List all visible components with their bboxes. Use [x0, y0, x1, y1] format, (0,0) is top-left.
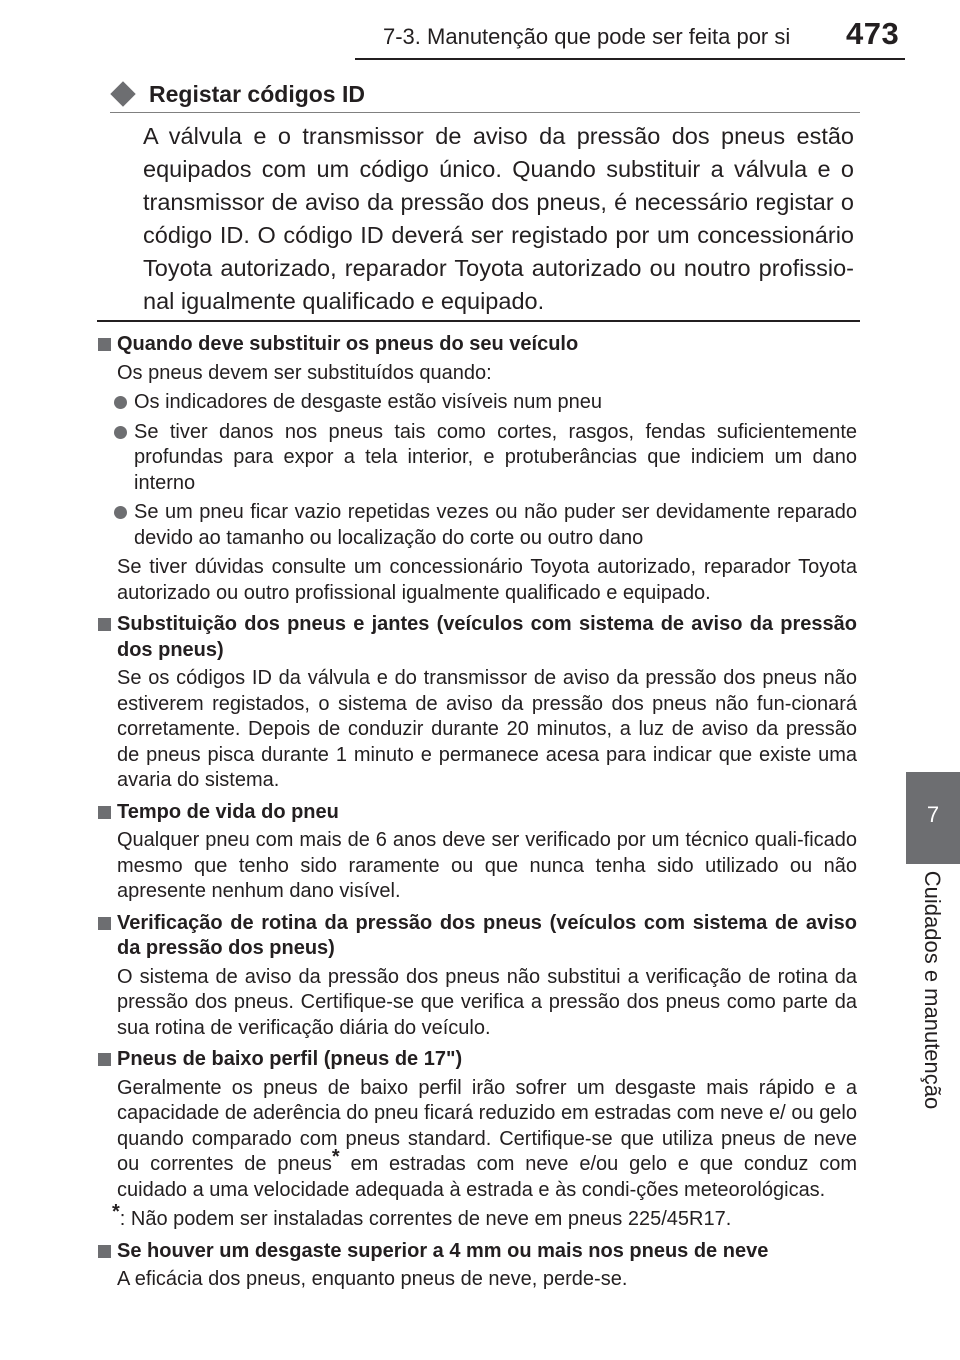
note-heading-text: Tempo de vida do pneu: [117, 800, 339, 823]
note-snow-tire-wear: [97, 1239, 857, 1293]
note-low-profile-tires: [97, 1047, 857, 1233]
note-heading: [97, 800, 857, 826]
header-divider: [355, 58, 905, 60]
bullet-list: [97, 390, 857, 551]
note-body: Se os códigos ID da válvula e do transmissor de aviso da pressão dos pneus não estiverem registados, o sistema de aviso da pressão dos pneus não fun-cionará corretamente. Depois de conduzir durante 20 minutos, a luz de aviso da pressão de pneus pisca durante 1 minuto e permanece acesa para indicar que existe uma avaria do sistema.: [117, 667, 857, 791]
note-heading-text: Pneus de baixo perfil (pneus de 17"): [117, 1048, 463, 1070]
square-bullet-icon: [98, 618, 111, 631]
section-heading-divider: [110, 112, 860, 113]
note-replace-tires: [97, 332, 857, 606]
note-heading: [97, 1239, 857, 1265]
note-body-text: em estradas com neve e/ou gelo e que conduz com cuidado a uma velocidade adequada à estrada e às condi-ções meteorológicas.: [117, 1153, 857, 1201]
note-heading: [97, 1047, 857, 1073]
note-replace-rims: [97, 612, 857, 794]
list-item-text: Os indicadores de desgaste estão visíveis num pneu: [134, 391, 603, 413]
chapter-tab-label: Cuidados e manutenção: [920, 870, 945, 1110]
note-heading: [97, 612, 857, 663]
notes-list: [97, 332, 857, 1299]
page-header: [0, 0, 960, 62]
square-bullet-icon: [98, 917, 111, 930]
note-heading-text: Quando deve substituir os pneus do seu veículo: [117, 333, 579, 355]
note-body: Se tiver dúvidas consulte um concessionário Toyota autorizado, reparador Toyota autorizado ou outro profissional igualmente qualificado e equipado.: [117, 556, 857, 604]
note-body: O sistema de aviso da pressão dos pneus não substitui a verificação de rotina da pressão dos pneus. Certifique-se que verifica a pressão dos pneus como parte da sua rotina de verificação diária do veículo.: [117, 965, 857, 1039]
section-reference: 7-3. Manutenção que pode ser feita por si: [383, 24, 791, 49]
list-item: [97, 390, 857, 416]
circle-bullet-icon: [114, 396, 127, 409]
section-heading-text: Registar códigos ID: [149, 80, 365, 107]
note-heading-text: Verificação de rotina da pressão dos pneus (veículos com sistema de aviso da pressão dos pneus): [117, 911, 857, 959]
note-heading-text: Se houver um desgaste superior a 4 mm ou mais nos pneus de neve: [117, 1239, 769, 1262]
list-item-text: Se tiver danos nos pneus tais como cortes, rasgos, fendas suficientemente profundas para expor a tela interior, e protuberâncias que indiciem um dano interno: [134, 420, 857, 494]
note-body: Os pneus devem ser substituídos quando:: [117, 361, 492, 384]
note-routine-check: [97, 911, 857, 1042]
square-bullet-icon: [98, 1245, 111, 1258]
list-item-text: Se um pneu ficar vazio repetidas vezes ou não puder ser devidamente reparado devido ao tamanho ou localização do corte ou outro dano: [134, 501, 857, 549]
note-body: [97, 1076, 857, 1204]
chapter-tab-number: 7: [926, 802, 940, 827]
circle-bullet-icon: [114, 426, 127, 439]
note-body: Qualquer pneu com mais de 6 anos deve ser verificado por um técnico quali-ficado mesmo que tenho sido raramente ou que nunca tenha sido utilizado ou não apresente nenhum dano visível.: [117, 829, 857, 902]
footnote: [97, 1201, 857, 1233]
square-bullet-icon: [98, 806, 111, 819]
note-heading: [97, 911, 857, 962]
note-tire-lifespan: [97, 800, 857, 905]
section-heading: [108, 78, 860, 110]
notes-divider: [97, 320, 860, 322]
diamond-bullet-icon: [110, 81, 135, 106]
footnote-text: : Não podem ser instaladas correntes de neve em pneus 225/45R17.: [119, 1208, 732, 1230]
list-item: [97, 500, 857, 551]
note-heading-text: Substituição dos pneus e jantes (veículos com sistema de aviso da pressão dos pneus): [117, 613, 857, 661]
footnote-marker: *: [331, 1146, 340, 1168]
note-heading: [97, 332, 857, 358]
section-paragraph: A válvula e o transmissor de aviso da pressão dos pneus estão equipados com um código único. Quando substituir a válvula e o transmissor de aviso da pressão dos pneus, é necessário registar o código ID. O código ID deverá ser registado por um concessionário Toyota autorizado, reparador Toyota autorizado ou noutro profissio-nal igualmente qualificado e equipado.: [143, 123, 854, 314]
note-body: A eficácia dos pneus, enquanto pneus de neve, perde-se.: [117, 1268, 628, 1290]
page-number: 473: [846, 16, 900, 51]
circle-bullet-icon: [114, 506, 127, 519]
footnote-marker: *: [112, 1201, 120, 1223]
square-bullet-icon: [98, 338, 111, 351]
square-bullet-icon: [98, 1053, 111, 1066]
note-body-text: Geralmente os pneus de baixo perfil irão sofrer um desgaste mais rápido e a capacidade de aderência do pneu ficará reduzido em estradas com neve e/ ou gelo quando comparado com pneus standard. Certifique-se que utiliza pneus de neve ou correntes de pneus: [117, 1076, 857, 1175]
list-item: [97, 420, 857, 497]
